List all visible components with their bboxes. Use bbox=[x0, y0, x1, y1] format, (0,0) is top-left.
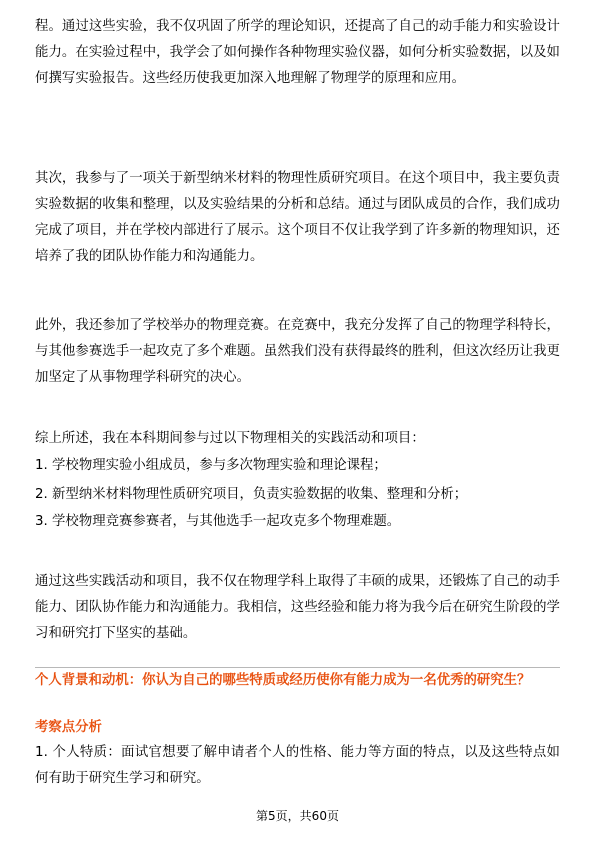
paragraph-physics-competition: 此外，我还参加了学校举办的物理竞赛。在竞赛中，我充分发挥了自己的物理学科特长，与其他参赛选手一起攻克了多个难题。虽然我们没有获得最终的胜利，但这次经历让我更加坚定了从事物理学科研究的决心。 bbox=[35, 318, 560, 385]
list-item: 3. 学校物理竞赛参赛者，与其他选手一起攻克多个物理难题。 bbox=[35, 514, 401, 529]
paragraph-conclusion: 通过这些实践活动和项目，我不仅在物理学科上取得了丰硕的成果，还锻炼了自己的动手能力、团队协作能力和沟通能力。我相信，这些经验和能力将为我今后在研究生阶段的学习和研究打下坚实的基础。 bbox=[35, 574, 560, 641]
list-item: 1. 学校物理实验小组成员，参与多次物理实验和理论课程； bbox=[35, 458, 387, 473]
page-footer: 第5页，共60页 bbox=[256, 809, 339, 823]
paragraph-nanomaterial-project: 其次，我参与了一项关于新型纳米材料的物理性质研究项目。在这个项目中，我主要负责实验数据的收集和整理，以及实验结果的分析和总结。通过与团队成员的合作，我们成功完成了项目，并在学校内部进行了展示。这个项目不仅让我学到了许多新的物理知识，还培养了我的团队协作能力和沟通能力。 bbox=[35, 171, 560, 264]
paragraph-lab-experience: 程。通过这些实验，我不仅巩固了所学的理论知识，还提高了自己的动手能力和实验设计能力。在实验过程中，我学会了如何操作各种物理实验仪器，如何分析实验数据，以及如何撰写实验报告。这些经历使我更加深入地理解了物理学的原理和应用。 bbox=[35, 19, 560, 86]
paragraph-summary-intro: 综上所述，我在本科期间参与过以下物理相关的实践活动和项目： bbox=[35, 431, 425, 446]
list-item: 2. 新型纳米材料物理性质研究项目，负责实验数据的收集、整理和分析； bbox=[35, 487, 468, 502]
analysis-item-personal-traits: 1. 个人特质：面试官想要了解申请者个人的性格、能力等方面的特点，以及这些特点如何有助于研究生学习和研究。 bbox=[35, 745, 560, 786]
interview-question: 个人背景和动机：你认为自己的哪些特质或经历使你有能力成为一名优秀的研究生？ bbox=[35, 673, 531, 688]
section-divider bbox=[35, 667, 560, 668]
analysis-heading: 考察点分析 bbox=[35, 720, 102, 735]
